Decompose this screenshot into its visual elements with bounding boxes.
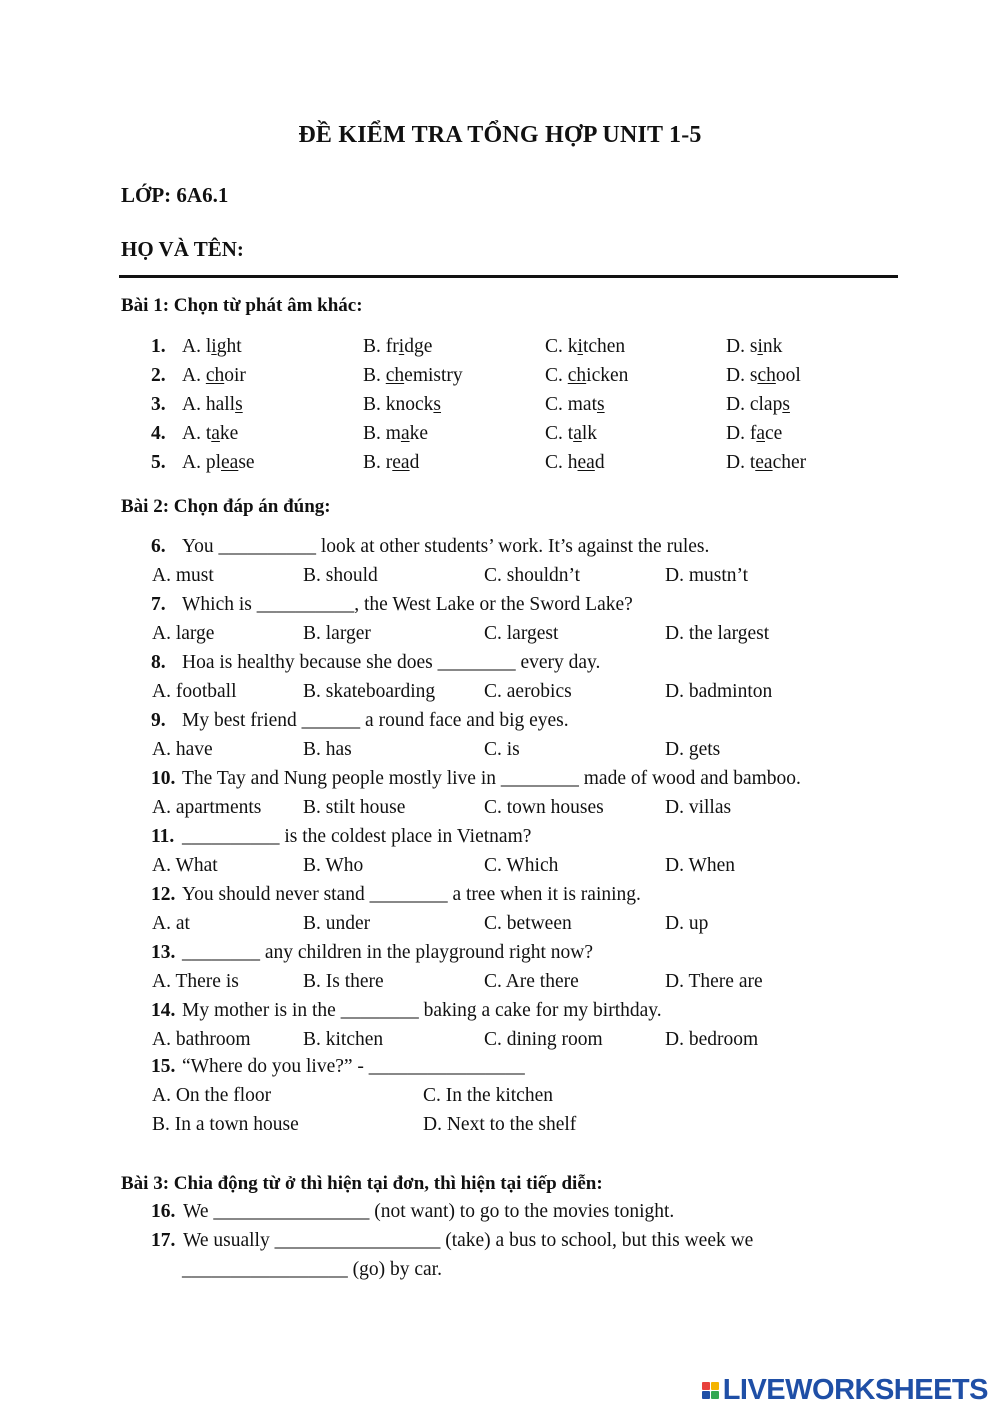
question-16	[0, 1201, 1000, 1230]
question-number: 9.	[151, 710, 166, 731]
option-label: A.	[182, 423, 206, 444]
underlined-sound: ch	[385, 365, 405, 386]
option-pre: clap	[749, 394, 783, 415]
underlined-sound: ea	[392, 452, 410, 473]
option-pre: f	[749, 423, 757, 444]
underlined-sound: ea	[755, 452, 773, 473]
option-label: D.	[726, 423, 750, 444]
question	[0, 768, 1000, 797]
option-pre: t	[205, 423, 212, 444]
option-post: tchen	[582, 336, 626, 357]
question-number: 12.	[151, 884, 176, 905]
question-text: You __________ look at other students’ work. It’s against the rules.	[182, 536, 710, 557]
option-c: C. town houses	[484, 797, 604, 818]
option-a: A. have	[152, 739, 213, 760]
option-post: ke	[219, 423, 239, 444]
pronunciation-item	[0, 423, 1000, 452]
section-3-heading: Bài 3: Chia động từ ở thì hiện tại đơn, thì hiện tại tiếp diễn:	[121, 1173, 603, 1194]
question-text: The Tay and Nung people mostly live in ________ made of wood and bamboo.	[182, 768, 801, 789]
option-pre: m	[385, 423, 401, 444]
option-pre: r	[385, 452, 393, 473]
question-text: Hoa is healthy because she does ________ every day.	[182, 652, 601, 673]
option-d: D. the largest	[665, 623, 770, 644]
option-a: A. large	[152, 623, 215, 644]
option-d: D. mustn’t	[665, 565, 749, 586]
question-number: 14.	[151, 1000, 176, 1021]
option-label: D.	[726, 336, 750, 357]
option-post: cher	[772, 452, 807, 473]
option-b	[363, 452, 419, 474]
logo-text: LIVEWORKSHEETS	[722, 1373, 988, 1406]
question-text-line-1: We usually _________________ (take) a bus to school, but this week we	[183, 1230, 754, 1251]
option-label: A.	[182, 452, 206, 473]
option-post: d	[409, 452, 420, 473]
item-number: 5.	[151, 452, 166, 473]
option-c	[545, 423, 597, 445]
logo-mark-icon	[702, 1382, 719, 1399]
option-label: B.	[363, 452, 386, 473]
question-text: We ________________ (not want) to go to the movies tonight.	[183, 1201, 675, 1222]
option-d: D. bedroom	[665, 1029, 759, 1050]
underlined-sound: ch	[205, 365, 225, 386]
question	[0, 884, 1000, 913]
option-d	[726, 336, 782, 358]
underlined-sound: ch	[757, 365, 776, 386]
option-c	[545, 452, 605, 474]
option-a: A. must	[152, 565, 214, 586]
option-a: A. There is	[152, 971, 239, 992]
option-label: C.	[545, 423, 568, 444]
page-title: ĐỀ KIỂM TRA TỔNG HỢP UNIT 1-5	[298, 122, 702, 148]
question-number: 10.	[151, 768, 176, 789]
underlined-sound: ea	[577, 452, 595, 473]
question-17-continued	[0, 1259, 1000, 1288]
underlined-sound: i	[757, 336, 763, 357]
question-text-line-2: _________________ (go) by car.	[182, 1259, 442, 1280]
option-pre: s	[749, 336, 758, 357]
question-text: Which is __________, the West Lake or the Sword Lake?	[182, 594, 633, 615]
option-pre: pl	[205, 452, 222, 473]
section-1-heading: Bài 1: Chọn từ phát âm khác:	[121, 295, 363, 316]
underlined-sound: a	[573, 423, 582, 444]
logo-square	[702, 1382, 710, 1390]
question-options	[0, 1029, 1000, 1058]
question-number: 6.	[151, 536, 166, 557]
option-post: ght	[216, 336, 242, 357]
option-c: C. aerobics	[484, 681, 572, 702]
option-b: B. has	[303, 739, 352, 760]
question-options	[0, 623, 1000, 652]
underlined-sound: i	[577, 336, 583, 357]
question-options	[0, 681, 1000, 710]
option-a	[182, 336, 242, 358]
option-a: A. On the floor	[152, 1085, 272, 1106]
option-b	[363, 336, 432, 358]
option-c: C. dining room	[484, 1029, 603, 1050]
option-pre: t	[749, 452, 756, 473]
question-text: My mother is in the ________ baking a cake for my birthday.	[182, 1000, 662, 1021]
option-label: A.	[182, 365, 206, 386]
option-label: C.	[545, 365, 568, 386]
question-options	[0, 913, 1000, 942]
underlined-sound: a	[756, 423, 765, 444]
option-label: B.	[363, 394, 386, 415]
option-pre: mat	[567, 394, 598, 415]
header-divider	[119, 275, 898, 278]
option-b: B. larger	[303, 623, 371, 644]
option-d	[726, 365, 801, 387]
option-label: C.	[545, 452, 568, 473]
option-a	[182, 423, 238, 445]
option-b: B. under	[303, 913, 371, 934]
option-post: ool	[775, 365, 801, 386]
question	[0, 826, 1000, 855]
option-a	[182, 394, 243, 416]
option-d: D. badminton	[665, 681, 773, 702]
question-text: “Where do you live?” - ________________	[182, 1056, 525, 1077]
option-label: C.	[545, 394, 568, 415]
section-2-heading: Bài 2: Chọn đáp án đúng:	[121, 496, 331, 517]
item-number: 2.	[151, 365, 166, 386]
option-d	[726, 394, 790, 416]
underlined-sound: s	[597, 394, 605, 415]
question	[0, 652, 1000, 681]
question	[0, 594, 1000, 623]
underlined-sound: s	[433, 394, 442, 415]
option-pre: t	[567, 423, 574, 444]
option-label: A.	[182, 394, 206, 415]
underlined-sound: s	[235, 394, 243, 415]
item-number: 3.	[151, 394, 166, 415]
question-number: 15.	[151, 1056, 176, 1077]
question-15-options-row-1	[0, 1085, 1000, 1114]
item-number: 1.	[151, 336, 166, 357]
option-pre: hall	[205, 394, 236, 415]
option-c	[545, 394, 605, 416]
question	[0, 1000, 1000, 1029]
option-d: D. Next to the shelf	[423, 1114, 577, 1135]
option-pre: s	[749, 365, 758, 386]
option-a: A. What	[152, 855, 218, 876]
option-a: A. bathroom	[152, 1029, 251, 1050]
option-d: D. villas	[665, 797, 732, 818]
question-15-options-row-2	[0, 1114, 1000, 1143]
option-post: ce	[765, 423, 783, 444]
pronunciation-item	[0, 452, 1000, 481]
liveworksheets-logo	[702, 1372, 988, 1408]
option-d: D. When	[665, 855, 736, 876]
underlined-sound: s	[782, 394, 790, 415]
option-c: C. shouldn’t	[484, 565, 581, 586]
option-pre: l	[205, 336, 212, 357]
option-b: B. skateboarding	[303, 681, 436, 702]
question-options	[0, 565, 1000, 594]
option-post: oir	[224, 365, 246, 386]
option-d	[726, 423, 782, 445]
question-number: 13.	[151, 942, 176, 963]
option-a: A. apartments	[152, 797, 262, 818]
option-pre: k	[567, 336, 578, 357]
option-post: dge	[404, 336, 433, 357]
option-a	[182, 452, 255, 474]
option-label: B.	[363, 336, 386, 357]
option-c: C. is	[484, 739, 520, 760]
option-b	[363, 365, 463, 387]
question-number: 16.	[151, 1201, 176, 1222]
underlined-sound: ch	[567, 365, 587, 386]
option-label: B.	[363, 423, 386, 444]
option-label: B.	[363, 365, 386, 386]
option-label: D.	[726, 452, 750, 473]
underlined-sound: i	[211, 336, 217, 357]
underlined-sound: ea	[221, 452, 239, 473]
option-c: C. largest	[484, 623, 559, 644]
name-line: HỌ VÀ TÊN:	[121, 237, 244, 261]
underlined-sound: a	[211, 423, 220, 444]
option-post: icken	[586, 365, 629, 386]
option-b: B. Is there	[303, 971, 384, 992]
pronunciation-item	[0, 365, 1000, 394]
question	[0, 710, 1000, 739]
option-a	[182, 365, 246, 387]
option-b: B. In a town house	[152, 1114, 299, 1135]
option-label: D.	[726, 365, 750, 386]
logo-square	[711, 1382, 719, 1390]
question-options	[0, 971, 1000, 1000]
option-c	[545, 336, 625, 358]
option-post: emistry	[404, 365, 463, 386]
question-15	[0, 1056, 1000, 1085]
question-text: My best friend ______ a round face and big eyes.	[182, 710, 569, 731]
option-label: A.	[182, 336, 206, 357]
item-number: 4.	[151, 423, 166, 444]
underlined-sound: i	[398, 336, 405, 357]
question-17	[0, 1230, 1000, 1259]
option-b	[363, 394, 441, 416]
option-post: se	[238, 452, 255, 473]
question-number: 8.	[151, 652, 166, 673]
logo-square	[711, 1391, 719, 1399]
option-c: C. In the kitchen	[423, 1085, 553, 1106]
option-b: B. should	[303, 565, 378, 586]
option-pre: fr	[385, 336, 399, 357]
pronunciation-item	[0, 336, 1000, 365]
underlined-sound: a	[400, 423, 410, 444]
option-b: B. Who	[303, 855, 364, 876]
option-d: D. gets	[665, 739, 721, 760]
question	[0, 536, 1000, 565]
question-number: 17.	[151, 1230, 176, 1251]
option-b: B. kitchen	[303, 1029, 384, 1050]
option-d	[726, 452, 806, 474]
option-c: C. Which	[484, 855, 559, 876]
question	[0, 942, 1000, 971]
option-c	[545, 365, 628, 387]
question-options	[0, 797, 1000, 826]
option-d: D. up	[665, 913, 709, 934]
option-d: D. There are	[665, 971, 763, 992]
option-b: B. stilt house	[303, 797, 406, 818]
question-number: 11.	[151, 826, 175, 847]
question-text: ________ any children in the playground right now?	[182, 942, 594, 963]
option-label: C.	[545, 336, 568, 357]
option-c: C. between	[484, 913, 572, 934]
pronunciation-item	[0, 394, 1000, 423]
question-number: 7.	[151, 594, 166, 615]
option-post: d	[594, 452, 605, 473]
option-pre: h	[567, 452, 578, 473]
question-text: You should never stand ________ a tree when it is raining.	[182, 884, 641, 905]
option-post: nk	[762, 336, 783, 357]
logo-square	[702, 1391, 710, 1399]
option-pre: knock	[385, 394, 434, 415]
question-text: __________ is the coldest place in Vietnam?	[182, 826, 532, 847]
option-post: ke	[409, 423, 428, 444]
question-options	[0, 855, 1000, 884]
option-label: D.	[726, 394, 750, 415]
question-options	[0, 739, 1000, 768]
option-a: A. football	[152, 681, 237, 702]
option-b	[363, 423, 428, 445]
option-c: C. Are there	[484, 971, 579, 992]
option-a: A. at	[152, 913, 190, 934]
option-post: lk	[581, 423, 598, 444]
class-line: LỚP: 6A6.1	[121, 183, 229, 207]
